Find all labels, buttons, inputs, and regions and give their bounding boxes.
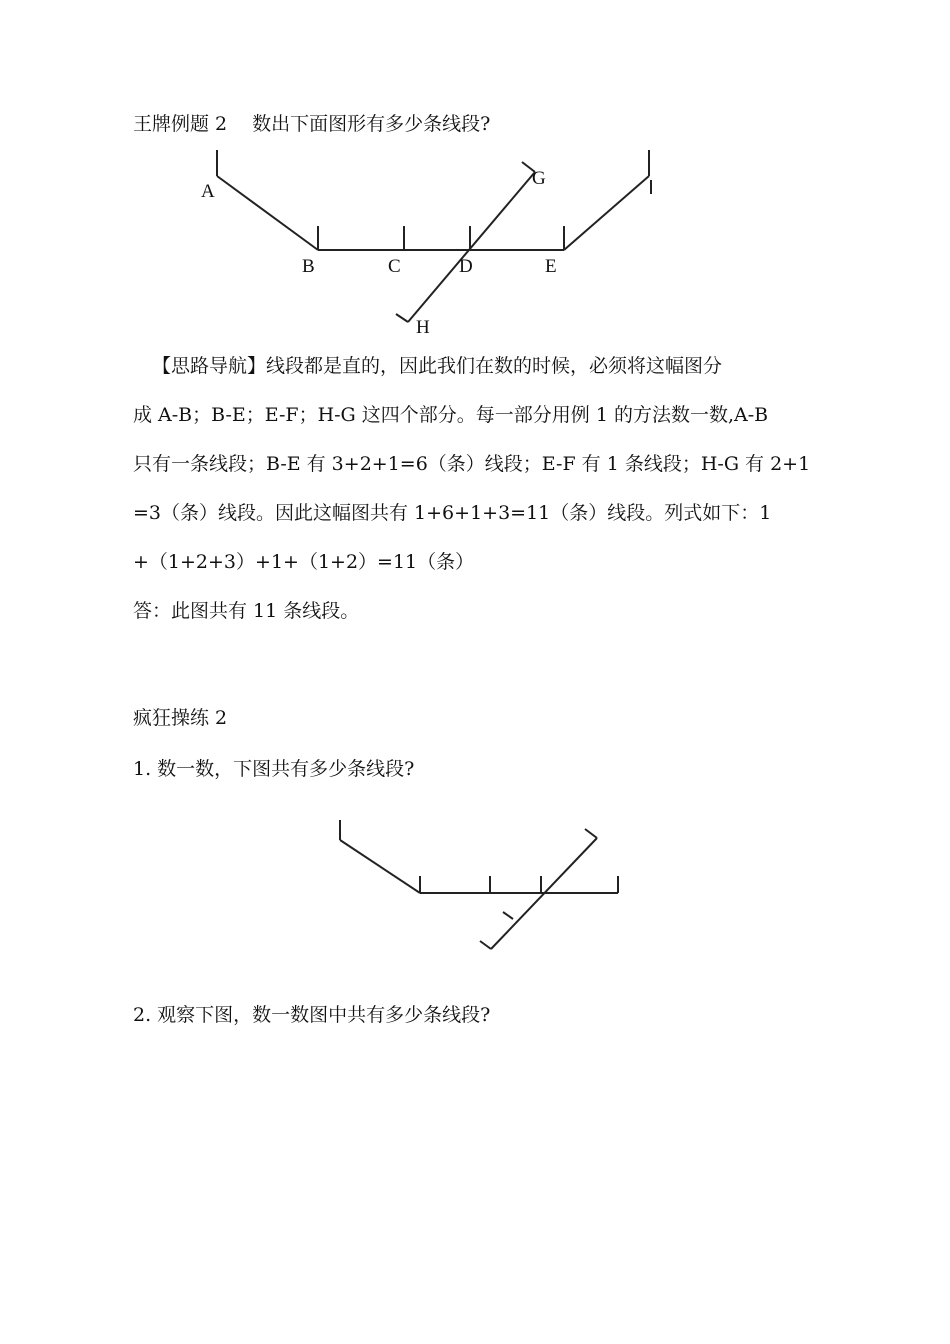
segment-a-b — [217, 176, 318, 250]
p1-diagonal-top-tick — [585, 829, 597, 838]
label-e: E — [545, 256, 557, 277]
practice-question-1: 1. 数一数，下图共有多少条线段? — [133, 758, 415, 780]
label-d: D — [459, 256, 473, 277]
p1-diagonal-bottom-tick — [480, 941, 491, 949]
explanation-line-5: +（1+2+3）+1+（1+2）=11（条） — [133, 551, 475, 573]
label-a: A — [201, 181, 215, 202]
p1-left-slope — [340, 840, 420, 893]
explanation-line-2: 成 A-B；B-E；E-F；H-G 这四个部分。每一部分用例 1 的方法数一数,A-B — [133, 404, 769, 426]
label-g: G — [532, 168, 546, 189]
practice-figure-1 — [340, 820, 618, 949]
explanation-line-3: 只有一条线段；B-E 有 3+2+1=6（条）线段；E-F 有 1 条线段；H-G 有 2+1 — [133, 453, 811, 475]
practice-question-2: 2. 观察下图，数一数图中共有多少条线段? — [133, 1004, 491, 1026]
label-c: C — [388, 256, 401, 277]
label-b: B — [302, 256, 315, 277]
example-heading: 王牌例题 2 数出下面图形有多少条线段? — [133, 113, 491, 135]
answer: 答：此图共有 11 条线段。 — [133, 600, 360, 622]
p1-diagonal-mid-tick — [503, 912, 513, 919]
label-h: H — [416, 317, 430, 338]
practice-heading: 疯狂操练 2 — [133, 707, 228, 729]
segment-e-f — [564, 176, 649, 250]
explanation-line-4: =3（条）线段。因此这幅图共有 1+6+1+3=11（条）线段。列式如下：1 — [133, 502, 772, 524]
tick-h — [396, 314, 408, 322]
explanation-line-1: 【思路导航】线段都是直的，因此我们在数的时候，必须将这幅图分 — [152, 355, 723, 377]
segment-h-g — [408, 172, 535, 322]
